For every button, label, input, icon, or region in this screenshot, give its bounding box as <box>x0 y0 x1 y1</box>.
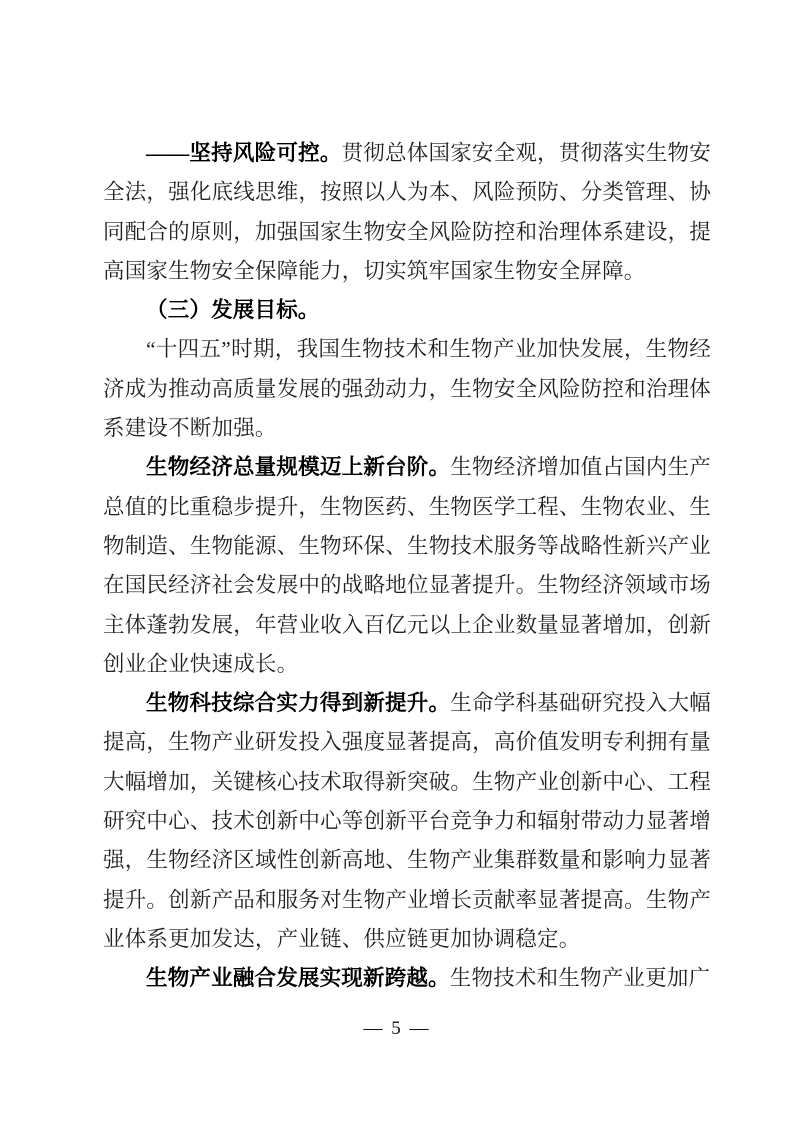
paragraph-body-text: 贯彻总体国家安全观，贯彻落实生物安全法，强化底线思维，按照以人为本、风险预防、分类管理、协同配合的原则，加强国家生物安全风险防控和治理体系建设，提高国家生物安全保障能力，切实筑牢国家生物安全屏障。 <box>103 141 711 283</box>
paragraph-bioeconomy-scale <box>103 448 711 684</box>
paragraph-risk-control <box>103 134 711 291</box>
paragraph-lead: （三）发展目标。 <box>146 298 320 323</box>
paragraph-lead: 生物经济总量规模迈上新台阶。 <box>146 455 451 480</box>
paragraph-body-text: 生物经济增加值占国内生产总值的比重稳步提升，生物医药、生物医学工程、生物农业、生物制造、生物能源、生物环保、生物技术服务等战略性新兴产业在国民经济社会发展中的战略地位显著提升。生物经济领域市场主体蓬勃发展，年营业收入百亿元以上企业数量显著增加，创新创业企业快速成长。 <box>103 455 711 676</box>
page-number: — 5 — <box>363 1018 431 1039</box>
document-body <box>103 134 711 999</box>
paragraph-body-text: “十四五”时期，我国生物技术和生物产业加快发展，生物经济成为推动高质量发展的强劲动力，生物安全风险防控和治理体系建设不断加强。 <box>103 337 711 441</box>
paragraph-14th-five-year-period <box>103 330 711 448</box>
paragraph-industry-integration <box>103 959 711 998</box>
paragraph-lead: ——坚持风险可控。 <box>146 141 342 165</box>
page-footer <box>0 1018 794 1040</box>
paragraph-lead: 生物科技综合实力得到新提升。 <box>146 691 451 716</box>
paragraph-biotech-strength <box>103 684 711 959</box>
paragraph-body-text: 生命学科基础研究投入大幅提高，生物产业研发投入强度显著提高，高价值发明专利拥有量大幅增加，关键核心技术取得新突破。生物产业创新中心、工程研究中心、技术创新中心等创新平台竞争力和辐射带动力显著增强，生物经济区域性创新高地、生物产业集群数量和影响力显著提升。创新产品和服务对生物产业增长贡献率显著提高。生物产业体系更加发达，产业链、供应链更加协调稳定。 <box>103 691 711 951</box>
paragraph-lead: 生物产业融合发展实现新跨越。 <box>146 966 450 991</box>
paragraph-section-heading-development-goals <box>103 291 711 330</box>
paragraph-body-text: 生物技术和生物产业更加广 <box>449 966 711 991</box>
